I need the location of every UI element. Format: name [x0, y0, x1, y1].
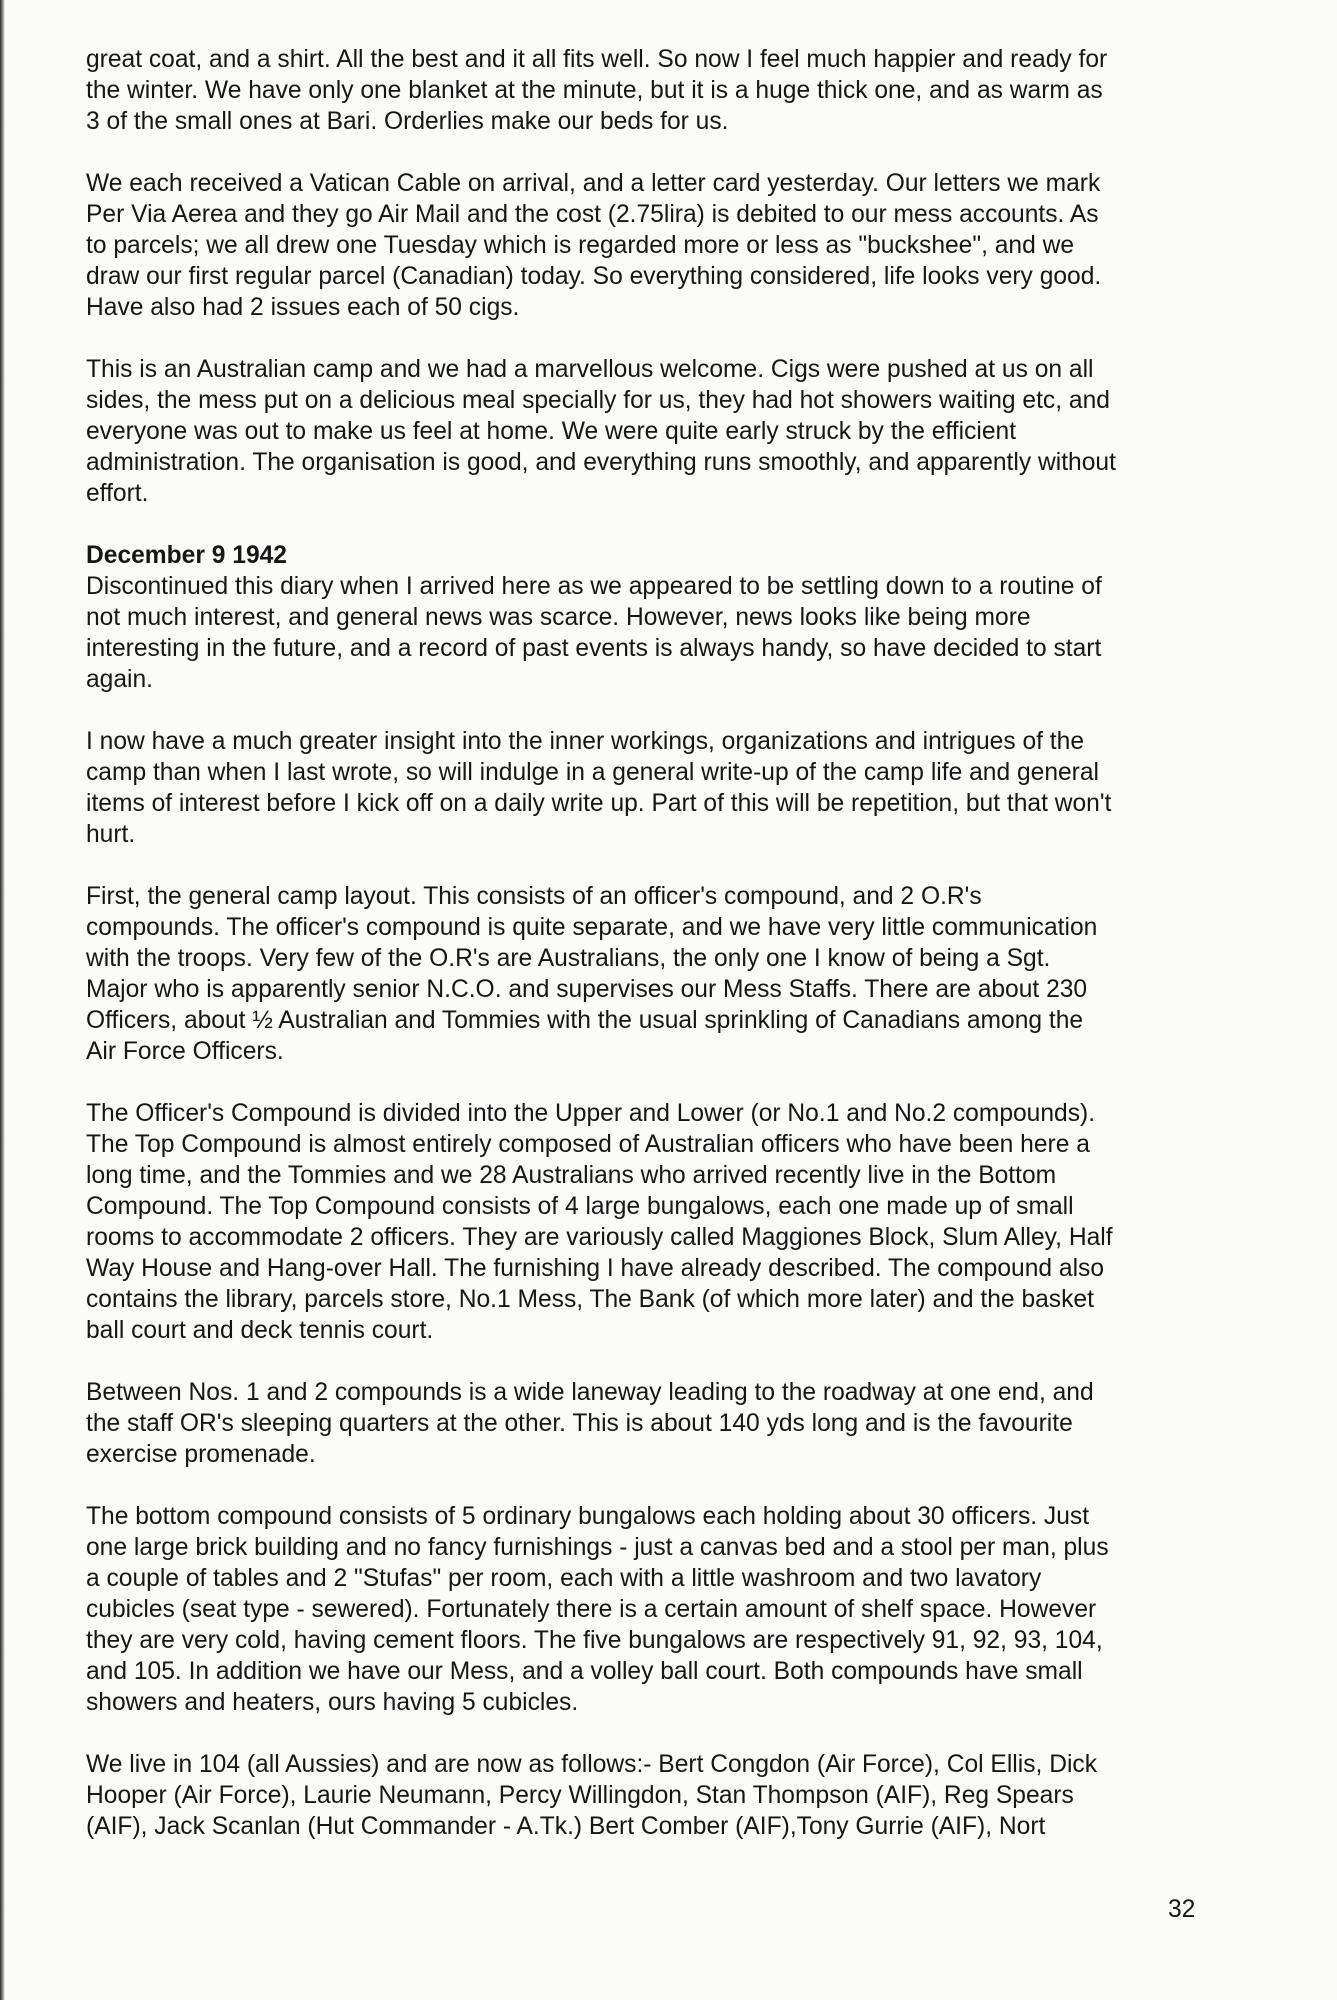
date-heading: December 9 1942: [86, 542, 287, 569]
paragraph-camp-layout: First, the general camp layout. This consists of an officer's compound, and 2 O.R's compounds. The officer's compound is quite separate, and we have very little communication with the troops. Very few of the O.R's are Australians, the only one I know of being a Sgt. Major who is apparently senior N.C.O. and supervises our Mess Staffs. There are about 230 Officers, about ½ Australian and Tommies with the usual sprinkling of Canadians among the Air Force Officers.: [86, 883, 1098, 1065]
diary-text: [86, 44, 1246, 1873]
paragraph-discontinued-diary: Discontinued this diary when I arrived here as we appeared to be settling down to a routine of not much interest, and general news was scarce. However, news looks like being more interesting in the future, and a record of past events is always handy, so have decided to start again.: [86, 573, 1102, 693]
paragraph-laneway: Between Nos. 1 and 2 compounds is a wide laneway leading to the roadway at one end, and the staff OR's sleeping quarters at the other. This is about 140 yds long and is the favourite exercise promenade.: [86, 1379, 1094, 1468]
paragraph-hut-104: We live in 104 (all Aussies) and are now as follows:- Bert Congdon (Air Force), Col Ellis, Dick Hooper (Air Force), Laurie Neumann, Percy Willingdon, Stan Thompson (AIF), Reg Spears (AIF), Jack Scanlan (Hut Commander - A.Tk.) Bert Comber (AIF),Tony Gurrie (AIF), Nort: [86, 1751, 1098, 1840]
paragraph-bottom-compound: The bottom compound consists of 5 ordinary bungalows each holding about 30 officers. Just one large brick building and no fancy furnishings - just a canvas bed and a stool per man, plus a couple of tables and 2 "Stufas" per room, each with a little washroom and two lavatory cubicles (seat type - sewered). Fortunately there is a certain amount of shelf space. However they are very cold, having cement floors. The five bungalows are respectively 91, 92, 93, 104, and 105. In addition we have our Mess, and a volley ball court. Both compounds have small showers and heaters, ours having 5 cubicles.: [86, 1503, 1109, 1716]
paragraph-vatican-cable: We each received a Vatican Cable on arrival, and a letter card yesterday. Our letters we mark Per Via Aerea and they go Air Mail and the cost (2.75lira) is debited to our mess accounts. As to parcels; we all drew one Tuesday which is regarded more or less as "buckshee", and we draw our first regular parcel (Canadian) today. So everything considered, life looks very good. Have also had 2 issues each of 50 cigs.: [86, 170, 1102, 321]
scan-edge-shadow: [0, 0, 5, 2000]
paragraph-australian-camp: This is an Australian camp and we had a marvellous welcome. Cigs were pushed at us on all sides, the mess put on a delicious meal specially for us, they had hot showers waiting etc, and everyone was out to make us feel at home. We were quite early struck by the efficient administration. The organisation is good, and everything runs smoothly, and apparently without effort.: [86, 356, 1116, 507]
paragraph-officers-compound: The Officer's Compound is divided into the Upper and Lower (or No.1 and No.2 compounds). The Top Compound is almost entirely composed of Australian officers who have been here a long time, and the Tommies and we 28 Australians who arrived recently live in the Bottom Compound. The Top Compound consists of 4 large bungalows, each one made up of small rooms to accommodate 2 officers. They are variously called Maggiones Block, Slum Alley, Half Way House and Hang-over Hall. The furnishing I have already described. The compound also contains the library, parcels store, No.1 Mess, The Bank (of which more later) and the basket ball court and deck tennis court.: [86, 1100, 1113, 1344]
page-number: 32: [1168, 1896, 1196, 1923]
paragraph-inner-workings: I now have a much greater insight into the inner workings, organizations and intrigues of the camp than when I last wrote, so will indulge in a general write-up of the camp life and general items of interest before I kick off on a daily write up. Part of this will be repetition, but that won't hurt.: [86, 728, 1112, 848]
paragraph-great-coat: great coat, and a shirt. All the best and it all fits well. So now I feel much happier and ready for the winter. We have only one blanket at the minute, but it is a huge thick one, and as warm as 3 of the small ones at Bari. Orderlies make our beds for us.: [86, 46, 1108, 135]
